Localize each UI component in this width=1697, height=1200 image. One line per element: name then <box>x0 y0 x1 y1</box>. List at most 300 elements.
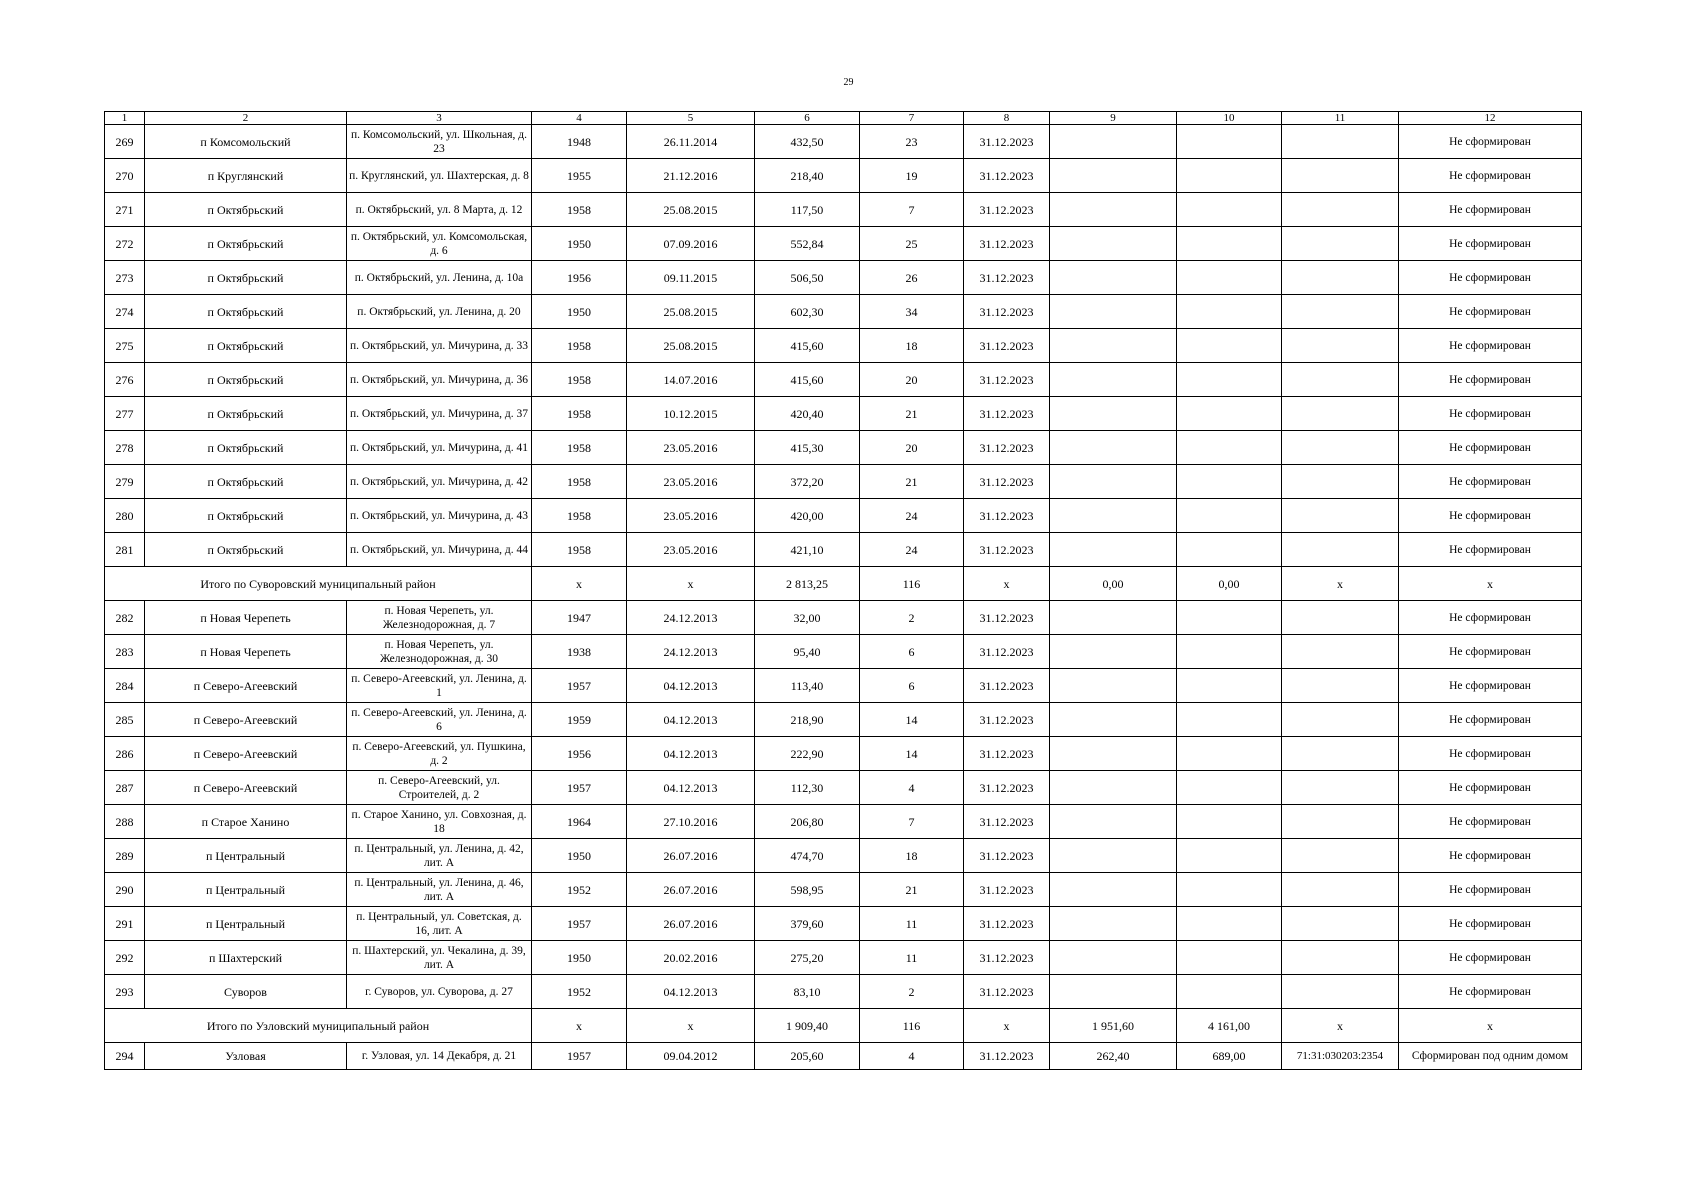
total-cell-col-5: х <box>627 567 755 601</box>
cell-col-4: 1959 <box>532 703 627 737</box>
table-row <box>105 907 1582 941</box>
cell-col-11 <box>1282 907 1399 941</box>
cell-col-3: п. Октябрьский, ул. Комсомольская, д. 6 <box>347 227 532 261</box>
cell-col-7: 4 <box>860 771 964 805</box>
cell-col-4: 1958 <box>532 193 627 227</box>
cell-col-8: 31.12.2023 <box>964 363 1050 397</box>
cell-col-11 <box>1282 431 1399 465</box>
cell-col-6: 420,00 <box>755 499 860 533</box>
column-number-7: 7 <box>860 112 964 125</box>
cell-col-11 <box>1282 159 1399 193</box>
cell-col-8: 31.12.2023 <box>964 737 1050 771</box>
cell-col-2: п Октябрьский <box>145 227 347 261</box>
cell-col-4: 1956 <box>532 737 627 771</box>
cell-col-4: 1957 <box>532 907 627 941</box>
total-cell-col-12: х <box>1399 1009 1582 1043</box>
cell-col-5: 26.07.2016 <box>627 873 755 907</box>
cell-col-2: Суворов <box>145 975 347 1009</box>
cell-col-6: 415,60 <box>755 329 860 363</box>
table-row <box>105 363 1582 397</box>
cell-col-8: 31.12.2023 <box>964 941 1050 975</box>
cell-col-8: 31.12.2023 <box>964 261 1050 295</box>
cell-col-8: 31.12.2023 <box>964 771 1050 805</box>
cell-col-3: п. Новая Черепеть, ул. Железнодорожная, д. 30 <box>347 635 532 669</box>
total-cell-col-11: х <box>1282 1009 1399 1043</box>
cell-col-8: 31.12.2023 <box>964 533 1050 567</box>
cell-col-2: п Центральный <box>145 839 347 873</box>
cell-col-5: 23.05.2016 <box>627 465 755 499</box>
cell-col-7: 14 <box>860 737 964 771</box>
cell-col-11 <box>1282 295 1399 329</box>
cell-col-6: 474,70 <box>755 839 860 873</box>
cell-col-10 <box>1177 363 1282 397</box>
cell-col-3: п. Октябрьский, ул. Мичурина, д. 36 <box>347 363 532 397</box>
cell-col-2: п Октябрьский <box>145 329 347 363</box>
cell-col-1: 278 <box>105 431 145 465</box>
cell-col-1: 286 <box>105 737 145 771</box>
cell-col-6: 432,50 <box>755 125 860 159</box>
cell-col-5: 24.12.2013 <box>627 635 755 669</box>
cell-col-8: 31.12.2023 <box>964 635 1050 669</box>
cell-col-8: 31.12.2023 <box>964 397 1050 431</box>
cell-col-5: 27.10.2016 <box>627 805 755 839</box>
cell-col-4: 1958 <box>532 431 627 465</box>
cell-col-1: 272 <box>105 227 145 261</box>
cell-col-6: 598,95 <box>755 873 860 907</box>
cell-col-6: 112,30 <box>755 771 860 805</box>
cell-col-4: 1947 <box>532 601 627 635</box>
cell-col-9: 262,40 <box>1050 1043 1177 1070</box>
cell-col-7: 2 <box>860 975 964 1009</box>
cell-col-9 <box>1050 159 1177 193</box>
cell-col-8: 31.12.2023 <box>964 1043 1050 1070</box>
table-row <box>105 397 1582 431</box>
table-row <box>105 975 1582 1009</box>
cell-col-10 <box>1177 227 1282 261</box>
total-cell-col-7: 116 <box>860 1009 964 1043</box>
cell-col-7: 19 <box>860 159 964 193</box>
cell-col-3: п. Октябрьский, ул. Мичурина, д. 43 <box>347 499 532 533</box>
cell-col-5: 26.11.2014 <box>627 125 755 159</box>
cell-col-3: п. Северо-Агеевский, ул. Строителей, д. 2 <box>347 771 532 805</box>
cell-col-3: п. Октябрьский, ул. 8 Марта, д. 12 <box>347 193 532 227</box>
cell-col-7: 21 <box>860 397 964 431</box>
cell-col-7: 7 <box>860 805 964 839</box>
table-row <box>105 261 1582 295</box>
cell-col-8: 31.12.2023 <box>964 601 1050 635</box>
cell-col-4: 1958 <box>532 499 627 533</box>
cell-col-3: п. Октябрьский, ул. Ленина, д. 20 <box>347 295 532 329</box>
cell-col-1: 294 <box>105 1043 145 1070</box>
cell-col-6: 218,90 <box>755 703 860 737</box>
cell-col-4: 1957 <box>532 669 627 703</box>
cell-col-3: п. Октябрьский, ул. Мичурина, д. 42 <box>347 465 532 499</box>
cell-col-12: Не сформирован <box>1399 771 1582 805</box>
cell-col-1: 280 <box>105 499 145 533</box>
cell-col-9 <box>1050 635 1177 669</box>
cell-col-3: п. Новая Черепеть, ул. Железнодорожная, д. 7 <box>347 601 532 635</box>
cell-col-9 <box>1050 397 1177 431</box>
cell-col-12: Не сформирован <box>1399 261 1582 295</box>
cell-col-4: 1950 <box>532 227 627 261</box>
cell-col-4: 1957 <box>532 771 627 805</box>
cell-col-8: 31.12.2023 <box>964 125 1050 159</box>
cell-col-10 <box>1177 295 1282 329</box>
cell-col-10 <box>1177 703 1282 737</box>
cell-col-6: 602,30 <box>755 295 860 329</box>
total-cell-col-9: 1 951,60 <box>1050 1009 1177 1043</box>
cell-col-7: 14 <box>860 703 964 737</box>
column-number-10: 10 <box>1177 112 1282 125</box>
cell-col-10 <box>1177 771 1282 805</box>
column-number-8: 8 <box>964 112 1050 125</box>
table-row <box>105 227 1582 261</box>
cell-col-2: п Октябрьский <box>145 363 347 397</box>
cell-col-11 <box>1282 941 1399 975</box>
cell-col-8: 31.12.2023 <box>964 975 1050 1009</box>
cell-col-6: 275,20 <box>755 941 860 975</box>
total-cell-col-10: 0,00 <box>1177 567 1282 601</box>
cell-col-1: 293 <box>105 975 145 1009</box>
cell-col-10 <box>1177 397 1282 431</box>
cell-col-5: 23.05.2016 <box>627 431 755 465</box>
cell-col-3: п. Комсомольский, ул. Школьная, д. 23 <box>347 125 532 159</box>
cell-col-7: 24 <box>860 533 964 567</box>
cell-col-4: 1948 <box>532 125 627 159</box>
cell-col-9 <box>1050 601 1177 635</box>
cell-col-10 <box>1177 805 1282 839</box>
cell-col-9 <box>1050 465 1177 499</box>
table-row <box>105 159 1582 193</box>
column-number-2: 2 <box>145 112 347 125</box>
cell-col-12: Не сформирован <box>1399 703 1582 737</box>
cell-col-5: 20.02.2016 <box>627 941 755 975</box>
cell-col-8: 31.12.2023 <box>964 907 1050 941</box>
cell-col-7: 20 <box>860 431 964 465</box>
cell-col-1: 269 <box>105 125 145 159</box>
cell-col-7: 2 <box>860 601 964 635</box>
cell-col-11 <box>1282 227 1399 261</box>
cell-col-10 <box>1177 329 1282 363</box>
table-row <box>105 431 1582 465</box>
total-cell-col-7: 116 <box>860 567 964 601</box>
cell-col-9 <box>1050 873 1177 907</box>
total-row <box>105 567 1582 601</box>
cell-col-9 <box>1050 737 1177 771</box>
cell-col-7: 26 <box>860 261 964 295</box>
cell-col-11 <box>1282 635 1399 669</box>
cell-col-4: 1956 <box>532 261 627 295</box>
cell-col-7: 18 <box>860 329 964 363</box>
cell-col-6: 372,20 <box>755 465 860 499</box>
cell-col-2: п Комсомольский <box>145 125 347 159</box>
total-cell-col-4: х <box>532 567 627 601</box>
cell-col-12: Не сформирован <box>1399 465 1582 499</box>
cell-col-8: 31.12.2023 <box>964 669 1050 703</box>
cell-col-10 <box>1177 125 1282 159</box>
cell-col-7: 20 <box>860 363 964 397</box>
total-cell-col-5: х <box>627 1009 755 1043</box>
cell-col-6: 218,40 <box>755 159 860 193</box>
cell-col-6: 415,60 <box>755 363 860 397</box>
cell-col-10: 689,00 <box>1177 1043 1282 1070</box>
cell-col-6: 117,50 <box>755 193 860 227</box>
cell-col-1: 275 <box>105 329 145 363</box>
cell-col-5: 04.12.2013 <box>627 737 755 771</box>
cell-col-12: Не сформирован <box>1399 295 1582 329</box>
cell-col-4: 1958 <box>532 465 627 499</box>
cell-col-2: п Северо-Агеевский <box>145 669 347 703</box>
cell-col-5: 21.12.2016 <box>627 159 755 193</box>
cell-col-4: 1952 <box>532 873 627 907</box>
table-row <box>105 465 1582 499</box>
cell-col-2: п Новая Черепеть <box>145 635 347 669</box>
cell-col-7: 7 <box>860 193 964 227</box>
cell-col-12: Не сформирован <box>1399 669 1582 703</box>
total-cell-col-9: 0,00 <box>1050 567 1177 601</box>
cell-col-1: 276 <box>105 363 145 397</box>
cell-col-9 <box>1050 771 1177 805</box>
cell-col-4: 1957 <box>532 1043 627 1070</box>
cell-col-5: 04.12.2013 <box>627 975 755 1009</box>
cell-col-7: 25 <box>860 227 964 261</box>
cell-col-11 <box>1282 703 1399 737</box>
cell-col-1: 282 <box>105 601 145 635</box>
cell-col-4: 1950 <box>532 295 627 329</box>
cell-col-1: 290 <box>105 873 145 907</box>
cell-col-6: 420,40 <box>755 397 860 431</box>
cell-col-9 <box>1050 669 1177 703</box>
cell-col-6: 205,60 <box>755 1043 860 1070</box>
cell-col-2: п Шахтерский <box>145 941 347 975</box>
cell-col-6: 506,50 <box>755 261 860 295</box>
table-body <box>105 112 1582 1070</box>
cell-col-8: 31.12.2023 <box>964 805 1050 839</box>
total-cell-col-4: х <box>532 1009 627 1043</box>
table-row <box>105 125 1582 159</box>
cell-col-9 <box>1050 533 1177 567</box>
total-row <box>105 1009 1582 1043</box>
cell-col-5: 25.08.2015 <box>627 329 755 363</box>
column-number-3: 3 <box>347 112 532 125</box>
cell-col-8: 31.12.2023 <box>964 227 1050 261</box>
cell-col-12: Не сформирован <box>1399 533 1582 567</box>
cell-col-7: 11 <box>860 941 964 975</box>
table-row <box>105 1043 1582 1070</box>
table-row <box>105 873 1582 907</box>
table-row <box>105 703 1582 737</box>
cell-col-7: 6 <box>860 669 964 703</box>
cell-col-11 <box>1282 737 1399 771</box>
cell-col-2: п Октябрьский <box>145 397 347 431</box>
cell-col-8: 31.12.2023 <box>964 499 1050 533</box>
cell-col-11 <box>1282 465 1399 499</box>
cell-col-3: п. Шахтерский, ул. Чекалина, д. 39, лит. А <box>347 941 532 975</box>
cell-col-5: 09.04.2012 <box>627 1043 755 1070</box>
cell-col-9 <box>1050 703 1177 737</box>
cell-col-5: 04.12.2013 <box>627 703 755 737</box>
cell-col-11 <box>1282 261 1399 295</box>
cell-col-7: 6 <box>860 635 964 669</box>
housing-registry-table <box>104 111 1582 1070</box>
cell-col-9 <box>1050 907 1177 941</box>
table-row <box>105 533 1582 567</box>
cell-col-1: 277 <box>105 397 145 431</box>
table-row <box>105 499 1582 533</box>
total-cell-col-10: 4 161,00 <box>1177 1009 1282 1043</box>
cell-col-4: 1958 <box>532 397 627 431</box>
page-number: 29 <box>843 77 854 88</box>
cell-col-10 <box>1177 669 1282 703</box>
table-row <box>105 193 1582 227</box>
cell-col-1: 288 <box>105 805 145 839</box>
cell-col-3: п. Октябрьский, ул. Мичурина, д. 44 <box>347 533 532 567</box>
cell-col-6: 32,00 <box>755 601 860 635</box>
cell-col-11 <box>1282 839 1399 873</box>
cell-col-3: п. Октябрьский, ул. Мичурина, д. 37 <box>347 397 532 431</box>
cell-col-3: п. Северо-Агеевский, ул. Ленина, д. 6 <box>347 703 532 737</box>
cell-col-6: 552,84 <box>755 227 860 261</box>
cell-col-1: 281 <box>105 533 145 567</box>
cell-col-12: Не сформирован <box>1399 397 1582 431</box>
cell-col-10 <box>1177 193 1282 227</box>
cell-col-2: п Октябрьский <box>145 533 347 567</box>
cell-col-5: 25.08.2015 <box>627 295 755 329</box>
table-row <box>105 941 1582 975</box>
cell-col-12: Не сформирован <box>1399 873 1582 907</box>
cell-col-1: 273 <box>105 261 145 295</box>
cell-col-9 <box>1050 193 1177 227</box>
cell-col-6: 83,10 <box>755 975 860 1009</box>
cell-col-8: 31.12.2023 <box>964 873 1050 907</box>
cell-col-2: п Центральный <box>145 873 347 907</box>
column-number-9: 9 <box>1050 112 1177 125</box>
cell-col-8: 31.12.2023 <box>964 193 1050 227</box>
cell-col-4: 1950 <box>532 839 627 873</box>
cell-col-12: Не сформирован <box>1399 499 1582 533</box>
cell-col-11 <box>1282 329 1399 363</box>
cell-col-12: Сформирован под одним домом <box>1399 1043 1582 1070</box>
cell-col-8: 31.12.2023 <box>964 431 1050 465</box>
table-row <box>105 669 1582 703</box>
cell-col-1: 283 <box>105 635 145 669</box>
cell-col-10 <box>1177 261 1282 295</box>
cell-col-2: п Центральный <box>145 907 347 941</box>
cell-col-3: п. Круглянский, ул. Шахтерская, д. 8 <box>347 159 532 193</box>
cell-col-10 <box>1177 839 1282 873</box>
column-number-6: 6 <box>755 112 860 125</box>
cell-col-5: 09.11.2015 <box>627 261 755 295</box>
column-number-12: 12 <box>1399 112 1582 125</box>
cell-col-2: п Северо-Агеевский <box>145 771 347 805</box>
cell-col-5: 10.12.2015 <box>627 397 755 431</box>
cell-col-5: 26.07.2016 <box>627 839 755 873</box>
cell-col-10 <box>1177 465 1282 499</box>
cell-col-12: Не сформирован <box>1399 193 1582 227</box>
cell-col-3: п. Центральный, ул. Ленина, д. 42, лит. А <box>347 839 532 873</box>
cell-col-7: 21 <box>860 465 964 499</box>
cell-col-9 <box>1050 363 1177 397</box>
cell-col-6: 222,90 <box>755 737 860 771</box>
cell-col-2: п Октябрьский <box>145 261 347 295</box>
cell-col-9 <box>1050 941 1177 975</box>
cell-col-12: Не сформирован <box>1399 941 1582 975</box>
cell-col-10 <box>1177 533 1282 567</box>
cell-col-12: Не сформирован <box>1399 907 1582 941</box>
total-label: Итого по Суворовский муниципальный район <box>105 567 532 601</box>
cell-col-2: п Северо-Агеевский <box>145 737 347 771</box>
cell-col-7: 24 <box>860 499 964 533</box>
cell-col-11 <box>1282 669 1399 703</box>
cell-col-9 <box>1050 329 1177 363</box>
column-number-5: 5 <box>627 112 755 125</box>
cell-col-11 <box>1282 601 1399 635</box>
cell-col-1: 287 <box>105 771 145 805</box>
cell-col-6: 95,40 <box>755 635 860 669</box>
cell-col-2: п Октябрьский <box>145 193 347 227</box>
cell-col-10 <box>1177 941 1282 975</box>
cell-col-8: 31.12.2023 <box>964 159 1050 193</box>
cell-col-1: 274 <box>105 295 145 329</box>
cell-col-4: 1950 <box>532 941 627 975</box>
cell-col-2: п Октябрьский <box>145 431 347 465</box>
cell-col-10 <box>1177 737 1282 771</box>
cell-col-9 <box>1050 499 1177 533</box>
cell-col-10 <box>1177 635 1282 669</box>
cell-col-2: п Октябрьский <box>145 295 347 329</box>
cell-col-6: 421,10 <box>755 533 860 567</box>
cell-col-3: г. Суворов, ул. Суворова, д. 27 <box>347 975 532 1009</box>
cell-col-1: 292 <box>105 941 145 975</box>
cell-col-11 <box>1282 975 1399 1009</box>
column-number-4: 4 <box>532 112 627 125</box>
cell-col-10 <box>1177 499 1282 533</box>
cell-col-3: п. Северо-Агеевский, ул. Ленина, д. 1 <box>347 669 532 703</box>
cell-col-7: 18 <box>860 839 964 873</box>
cell-col-9 <box>1050 805 1177 839</box>
cell-col-7: 11 <box>860 907 964 941</box>
cell-col-12: Не сформирован <box>1399 975 1582 1009</box>
cell-col-3: п. Октябрьский, ул. Ленина, д. 10а <box>347 261 532 295</box>
cell-col-6: 379,60 <box>755 907 860 941</box>
cell-col-12: Не сформирован <box>1399 805 1582 839</box>
cell-col-9 <box>1050 431 1177 465</box>
cell-col-10 <box>1177 431 1282 465</box>
cell-col-12: Не сформирован <box>1399 363 1582 397</box>
table-row <box>105 771 1582 805</box>
cell-col-9 <box>1050 839 1177 873</box>
cell-col-11: 71:31:030203:2354 <box>1282 1043 1399 1070</box>
cell-col-3: п. Октябрьский, ул. Мичурина, д. 33 <box>347 329 532 363</box>
cell-col-6: 415,30 <box>755 431 860 465</box>
table-row <box>105 329 1582 363</box>
cell-col-6: 113,40 <box>755 669 860 703</box>
cell-col-5: 04.12.2013 <box>627 669 755 703</box>
cell-col-11 <box>1282 533 1399 567</box>
cell-col-2: п Северо-Агеевский <box>145 703 347 737</box>
cell-col-11 <box>1282 397 1399 431</box>
cell-col-11 <box>1282 125 1399 159</box>
cell-col-1: 270 <box>105 159 145 193</box>
cell-col-10 <box>1177 601 1282 635</box>
cell-col-11 <box>1282 499 1399 533</box>
cell-col-3: п. Октябрьский, ул. Мичурина, д. 41 <box>347 431 532 465</box>
cell-col-12: Не сформирован <box>1399 125 1582 159</box>
cell-col-11 <box>1282 771 1399 805</box>
cell-col-5: 24.12.2013 <box>627 601 755 635</box>
cell-col-2: п Старое Ханино <box>145 805 347 839</box>
cell-col-1: 291 <box>105 907 145 941</box>
